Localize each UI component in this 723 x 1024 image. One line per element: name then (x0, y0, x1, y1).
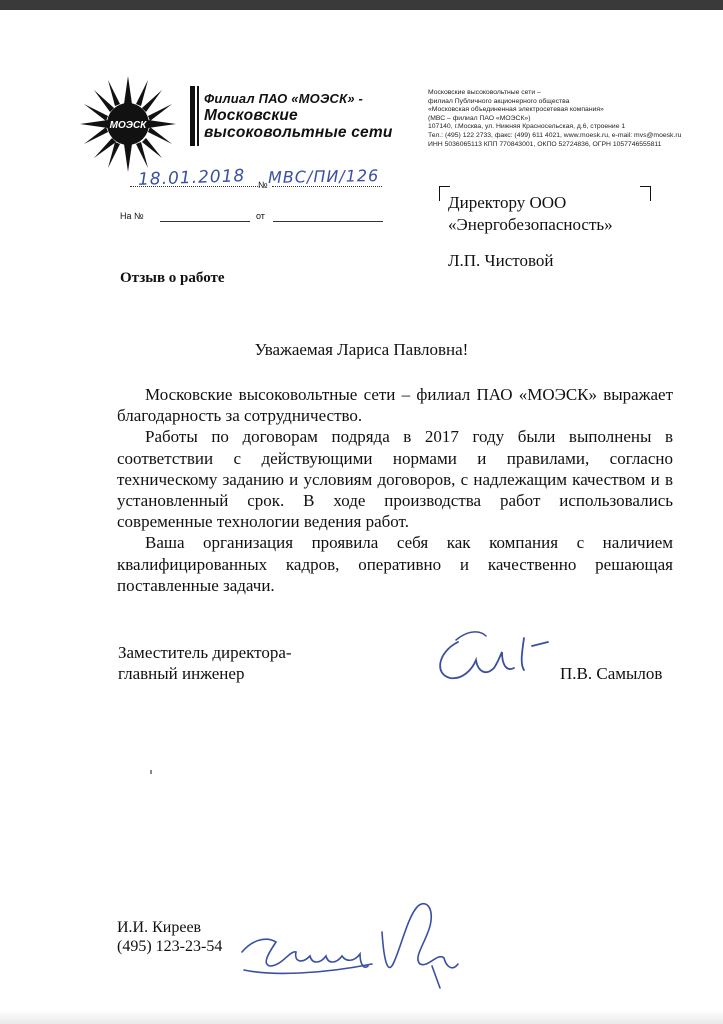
requisite-line: Московские высоковольтные сети – (428, 89, 541, 96)
brand-divider (190, 86, 195, 146)
signatory-title-line-1: Заместитель директора- (118, 643, 292, 662)
brand-line-2: Московские (204, 107, 298, 124)
requisite-line: (МВС – филиал ПАО «МОЭСК») (428, 114, 531, 122)
body-paragraph: Ваша организация проявила себя как компания с наличием квалифицированных кадров, оперативно и качественно решающая поставленные задачи. (117, 533, 673, 595)
brand-divider-thin (197, 86, 199, 146)
requisite-line: филиал Публичного акционерного общества (428, 97, 570, 105)
number-label: № (258, 180, 268, 190)
incoming-date-label: от (256, 211, 265, 221)
body-paragraph: Работы по договорам подряда в 2017 году были выполнены в соответствии с действующими нормами и правилами, согласно техническому заданию и условиям договоров, с надлежащим качеством и в установленный срок. В ходе производства работ использовались современные технологии ведения работ. (117, 427, 673, 532)
requisite-line: Тел.: (495) 122 2733, факс: (499) 611 4021, www.moesk.ru, e-mail: mvs@moesk.ru (428, 131, 682, 139)
recipient-line-1: Директору ООО (448, 193, 567, 212)
brand-line-3: высоковольтные сети (204, 124, 393, 141)
address-corner-right (640, 186, 651, 201)
approval-signatures (232, 892, 482, 1002)
recipient-line-2: «Энергобезопасность» (448, 215, 613, 234)
greeting: Уважаемая Лариса Павловна! (254, 340, 469, 359)
contact-name: И.И. Киреев (117, 919, 202, 936)
company-requisites (428, 89, 718, 149)
letter-date-handwritten: 18.01.2018 (137, 166, 246, 190)
svg-text:МОЭСК: МОЭСК (109, 120, 147, 131)
incoming-number-label: На № (120, 211, 144, 221)
recipient-name: Л.П. Чистовой (448, 251, 554, 270)
brand-block (204, 90, 414, 141)
requisite-line: ИНН 5036065113 КПП 770843001, ОКПО 52724836, ОГРН 1057746555811 (428, 140, 662, 148)
letter-body (117, 384, 673, 596)
recipient-address (448, 192, 613, 236)
letter-number-handwritten: МВС/ПИ/126 (267, 166, 380, 187)
contact-phone: (495) 123-23-54 (117, 938, 223, 955)
signatory-name: П.В. Самылов (560, 664, 663, 683)
incoming-number-line (160, 221, 250, 222)
contact-block (117, 918, 222, 956)
requisite-line: «Московская объединенная электросетевая компания» (428, 106, 604, 114)
scan-top-edge (0, 0, 723, 10)
handwritten-signature (428, 612, 568, 692)
requisite-line: 107140, г.Москва, ул. Нижняя Красносельская, д.6, строение 1 (428, 123, 626, 131)
scan-speck (150, 770, 152, 774)
scan-bottom-edge (0, 1010, 723, 1024)
letter-subject: Отзыв о работе (120, 270, 225, 286)
number-underline (272, 186, 382, 187)
date-underline (130, 186, 260, 187)
moesk-logo (78, 74, 178, 174)
body-paragraph: Московские высоковольтные сети – филиал ПАО «МОЭСК» выражает благодарность за сотрудничество. (117, 385, 673, 426)
signatory-title-line-2: главный инженер (118, 664, 245, 683)
signatory-title (118, 642, 292, 684)
brand-line-1: Филиал ПАО «МОЭСК» - (204, 91, 364, 106)
incoming-date-line (273, 221, 383, 222)
